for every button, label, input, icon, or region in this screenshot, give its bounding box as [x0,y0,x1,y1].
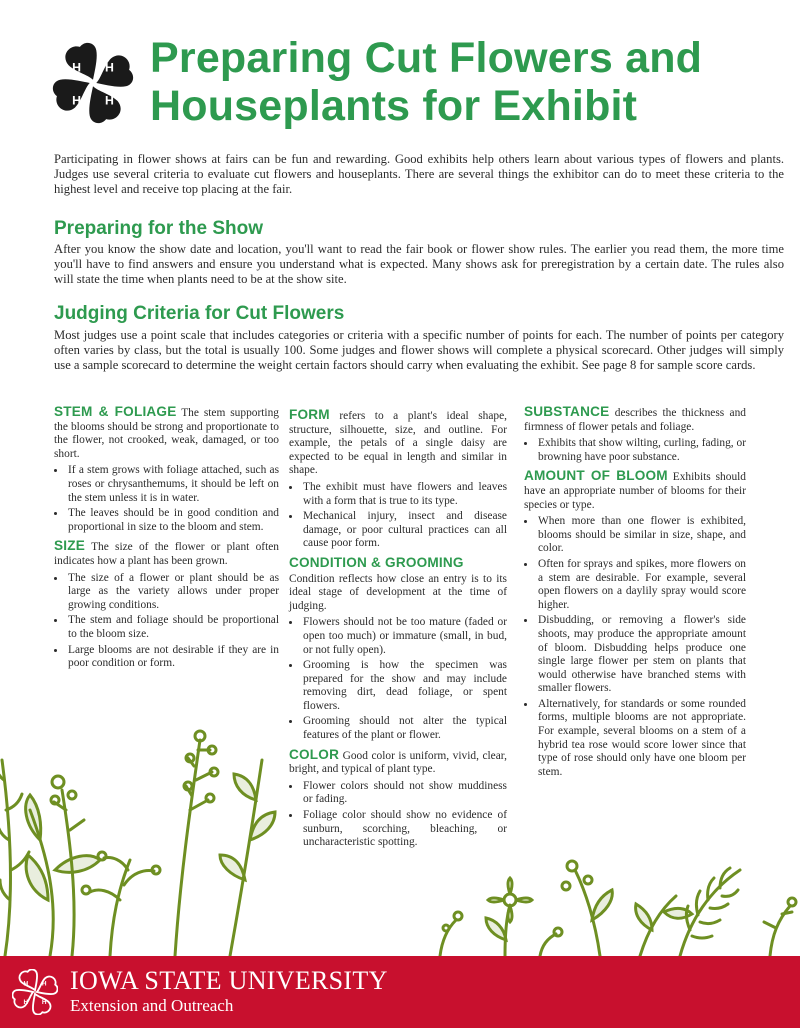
form-list [289,481,507,551]
color-text: Good color is uniform, vivid, clear, bright, and typical of plant type. [289,749,507,776]
seedhead-plant-icon [175,731,218,956]
list-item: • Exhibits that show wilting, curling, fading, or browning have poor substance. [536,437,746,464]
list-item: • Foliage color should show no evidence of sunburn, scorching, bleaching, or uncharacteristic spotting. [301,809,507,850]
extension-unit: Extension and Outreach [70,996,234,1015]
list-item: • The size of a flower or plant should be as large as the variety allows under proper growing conditions. [66,572,279,613]
svg-text:H: H [41,998,47,1006]
form-heading: FORM [289,407,330,422]
judging-paragraph: Most judges use a point scale that includes categories or criteria with a specific number of points for each. The number of points per category often varies by class, but the total is usually 100. Some judges and flower shows will complete a physical scorecard. Other judges will simply use a sample scorecard to determine the weight certain factors should carry when evaluating the exhibit. See page 8 for sample score cards. [54,328,784,372]
amount-text: Exhibits should have an appropriate number of blooms for their species or type. [524,471,746,511]
judging-heading: Judging Criteria for Cut Flowers [54,303,345,324]
leaf-stem-icon [26,795,100,956]
list-item: • If a stem grows with foliage attached, such as roses or chrysanthemums, it should be left on the stem unless it is in water. [66,464,279,505]
branch-icon [82,852,160,956]
amount-section [524,469,746,512]
size-heading: SIZE [54,538,86,554]
preparing-heading: Preparing for the Show [54,218,264,239]
list-item: • Grooming is how the specimen was prepared for the show and may include removing dirt, dead foliage, or spent flowers. [301,659,507,713]
intro-paragraph: Participating in flower shows at fairs can be fun and rewarding. Good exhibits help others learn about various types of flowers and plants. Judges use several criteria to evaluate cut flowers and houseplants. There are several things the exhibitor can do to meet these criteria to the highest level and receive top placing at the fair. [54,152,784,196]
size-list [54,572,279,671]
substance-section [524,405,746,434]
substance-heading: SUBSTANCE [524,404,610,419]
vine-icon [220,760,275,956]
list-item: • Disbudding, or removing a flower's side shoots, may produce the appropriate amount of bloom. Disbudding helps produce one single large flower per stem on plants that would otherwise have branched stems with smaller flowers. [536,614,746,696]
stem-foliage-text: The stem supporting the blooms should be strong and proportionate to the flower, not crooked, weak, damaged, or too short. [54,407,279,460]
list-item: • When more than one flower is exhibited, blooms should be similar in size, shape, and color. [536,515,746,556]
list-item: • The exhibit must have flowers and leaves with a form that is true to its type. [301,481,507,508]
list-item: • The leaves should be in good condition and proportional in size to the bloom and stem. [66,507,279,534]
condition-text: Condition reflects how close an entry is to its ideal stage of development at the time of judging. [289,572,507,612]
preparing-paragraph: After you know the show date and location, you'll want to read the fair book or flower show rules. The earlier you read them, the more time you'll have to find answers and ensure you understand what is expected. Many shows ask for preregistration by a certain date. The rules also will state the time when plants need to be at the show site. [54,242,784,286]
condition-heading: CONDITION & GROOMING [289,554,464,570]
4h-clover-logo-white [12,969,58,1015]
title-line-2: Houseplants for Exhibit [150,82,638,130]
stem-foliage-heading: STEM & FOLIAGE [54,404,177,419]
svg-text:H: H [104,93,114,108]
university-name: IOWA STATE UNIVERSITY [70,966,388,995]
list-item: • Alternatively, for standards or some rounded forms, multiple blooms are not appropriate. For example, several blooms on a stem of a hybrid tea rose would score lower since that type of rose should only have one bloom per stem. [536,698,746,780]
list-item: • Mechanical injury, insect and disease damage, or poor cultural practices can all cause poor form. [301,510,507,551]
svg-text:H: H [104,60,114,75]
list-item: • Large blooms are not desirable if they are in poor condition or form. [66,644,279,671]
daisy-icon [486,878,532,956]
list-item: • Often for sprays and spikes, more flowers on a stem are desirable. For example, several open flowers on a daylily spray would score higher. [536,558,746,612]
size-section [54,539,279,568]
svg-text:H: H [41,980,47,988]
size-text: The size of the flower or plant often indicates how a plant has been grown. [54,541,279,567]
column-1 [54,405,279,676]
list-item: • Grooming should not alter the typical features of the plant or flower. [301,715,507,742]
flower-plant-icon [562,861,612,956]
footer-bar [0,956,800,1028]
4h-clover-logo [52,42,134,124]
fern-left-icon [0,760,29,956]
color-heading: COLOR [289,746,340,762]
list-item: • Flower colors should not show muddiness or fading. [301,780,507,807]
svg-text:H: H [72,93,82,108]
stem-foliage-list [54,464,279,534]
svg-text:H: H [23,980,29,988]
page-title [150,34,780,130]
amount-heading: AMOUNT OF BLOOM [524,468,668,484]
form-text: refers to a plant's ideal shape, structure, silhouette, size, and outline. For example, the petals of a single daisy are expected to be equal in length and similar in shape. [289,410,507,477]
botanical-illustration [0,700,800,956]
substance-text: describes the thickness and firmness of flower petals and foliage. [524,407,746,433]
list-item: • The stem and foliage should be proportional to the bloom size. [66,614,279,641]
substance-list [524,437,746,464]
stem-foliage-section [54,405,279,461]
svg-text:H: H [72,60,82,75]
list-item: • Flowers should not be too mature (faded or open too much) or immature (small, in bud, or not fully open). [301,616,507,657]
sprig-right-icon [764,898,796,956]
form-section [289,408,507,478]
title-line-1: Preparing Cut Flowers and [150,34,703,82]
svg-text:H: H [23,998,29,1006]
